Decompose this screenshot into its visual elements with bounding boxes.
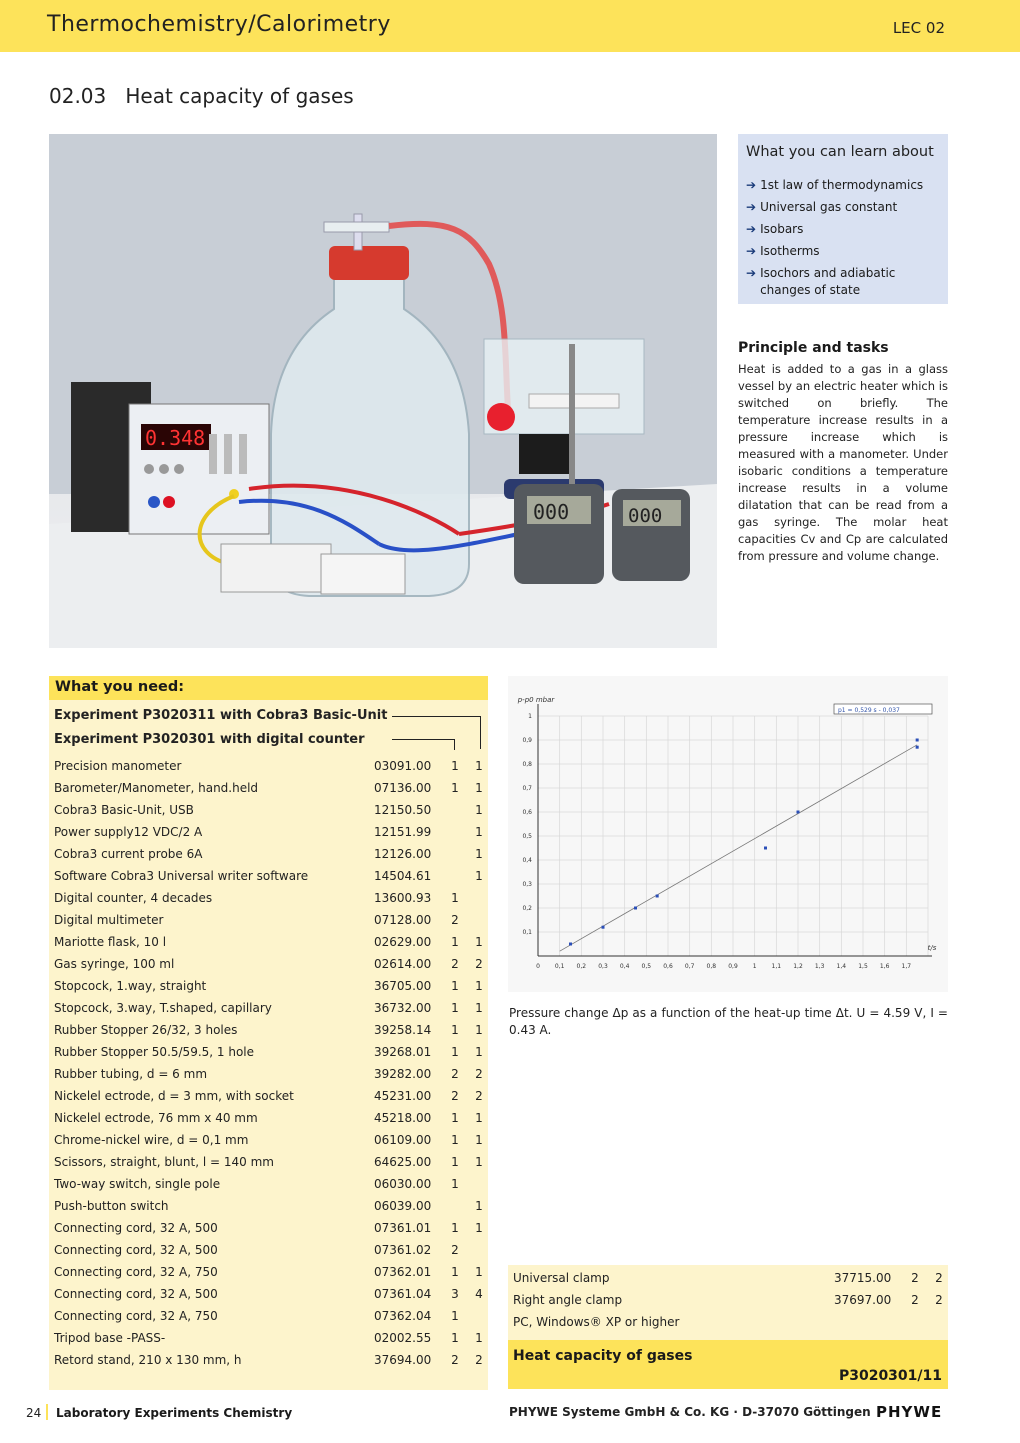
item-qty-1: 1 bbox=[451, 1309, 459, 1323]
data-point bbox=[656, 895, 659, 898]
legend-label: p1 = 0,529 s - 0,037 bbox=[838, 707, 900, 714]
y-tick-label: 1 bbox=[528, 713, 532, 720]
learn-title: What you can learn about bbox=[746, 144, 934, 160]
data-point bbox=[916, 739, 919, 742]
table-row bbox=[54, 1218, 484, 1240]
table-row bbox=[54, 800, 484, 822]
learn-item-label: Isobars bbox=[760, 222, 804, 236]
page-number: 24 bbox=[26, 1406, 42, 1420]
item-qty-1: 2 bbox=[911, 1293, 919, 1307]
data-point bbox=[764, 847, 767, 850]
y-tick-label: 0,3 bbox=[522, 881, 532, 888]
chart-background bbox=[508, 676, 948, 992]
item-code: 02002.55 bbox=[374, 1331, 432, 1345]
table-row bbox=[54, 1196, 484, 1218]
table-row bbox=[54, 1328, 484, 1350]
item-qty-1: 1 bbox=[451, 891, 459, 905]
item-name: Nickelel ectrode, 76 mm x 40 mm bbox=[54, 1111, 258, 1125]
x-tick-label: 1 bbox=[752, 963, 757, 970]
table-row bbox=[54, 866, 484, 888]
item-code: 02614.00 bbox=[374, 957, 432, 971]
table-row bbox=[54, 1042, 484, 1064]
item-qty-2: 1 bbox=[475, 803, 483, 817]
item-name: Tripod base -PASS- bbox=[54, 1331, 166, 1345]
item-qty-2: 1 bbox=[475, 1221, 483, 1235]
item-qty-1: 1 bbox=[451, 1111, 459, 1125]
item-name: Rubber Stopper 26/32, 3 holes bbox=[54, 1023, 238, 1037]
learn-item bbox=[746, 265, 946, 299]
learn-item bbox=[746, 174, 946, 196]
table-row bbox=[513, 1312, 945, 1334]
table-row bbox=[54, 1174, 484, 1196]
learn-item bbox=[746, 196, 946, 218]
item-name: Power supply12 VDC/2 A bbox=[54, 825, 203, 839]
item-name: Barometer/Manometer, hand.held bbox=[54, 781, 259, 795]
learn-list bbox=[746, 174, 946, 299]
table-row bbox=[54, 1130, 484, 1152]
item-code: 37694.00 bbox=[374, 1353, 432, 1367]
item-name: Nickelel ectrode, d = 3 mm, with socket bbox=[54, 1089, 294, 1103]
item-qty-2: 2 bbox=[935, 1271, 943, 1285]
item-name: Connecting cord, 32 A, 500 bbox=[54, 1243, 218, 1257]
item-name: Scissors, straight, blunt, l = 140 mm bbox=[54, 1155, 274, 1169]
x-tick-label: 0,6 bbox=[663, 963, 673, 970]
item-qty-2: 4 bbox=[475, 1287, 483, 1301]
arrow-right-icon: ➔ bbox=[746, 200, 757, 214]
item-code: 07362.01 bbox=[374, 1265, 432, 1279]
item-qty-2: 1 bbox=[475, 825, 483, 839]
data-point bbox=[797, 811, 800, 814]
item-qty-2: 1 bbox=[475, 869, 483, 883]
table-row bbox=[54, 1108, 484, 1130]
x-tick-label: 0,4 bbox=[619, 963, 630, 970]
y-tick-label: 0,1 bbox=[522, 929, 532, 936]
y-tick-label: 0,9 bbox=[522, 737, 532, 744]
item-qty-2: 1 bbox=[475, 1023, 483, 1037]
item-qty-1: 2 bbox=[451, 1067, 459, 1081]
principle-text: Heat is added to a gas in a glass vessel by an electric heater which is switched on briefly. The temperature increase results in a pressure increase which is measured with a manometer. Under isobaric conditions a temperature increase results in a volume dilatation that can be read from a gas syringe. The molar heat capacities Cv and Cp are calculated from pressure and volume change. bbox=[738, 362, 948, 563]
item-qty-1: 3 bbox=[451, 1287, 459, 1301]
experiment-2-label: Experiment P3020301 with digital counter bbox=[54, 732, 365, 747]
item-qty-2: 1 bbox=[475, 1111, 483, 1125]
x-tick-label: 1,2 bbox=[793, 963, 803, 970]
table-row bbox=[54, 976, 484, 998]
apparatus-photo bbox=[49, 134, 717, 648]
item-code: 07128.00 bbox=[374, 913, 432, 927]
table-row bbox=[54, 1020, 484, 1042]
item-name: Stopcock, 3.way, T.shaped, capillary bbox=[54, 1001, 272, 1015]
item-qty-2: 1 bbox=[475, 1331, 483, 1345]
item-name: Right angle clamp bbox=[513, 1293, 623, 1307]
header-title: Thermochemistry/Calorimetry bbox=[47, 12, 391, 37]
item-qty-1: 1 bbox=[451, 759, 459, 773]
item-qty-1: 1 bbox=[451, 1265, 459, 1279]
table-row bbox=[54, 1284, 484, 1306]
phywe-logo: PHYWE bbox=[876, 1403, 943, 1421]
table-row bbox=[54, 778, 484, 800]
y-tick-label: 0,2 bbox=[522, 905, 532, 912]
item-code: 37715.00 bbox=[834, 1271, 892, 1285]
apparatus-illustration bbox=[49, 134, 717, 648]
extra-equipment bbox=[508, 1265, 948, 1389]
item-code: 07361.01 bbox=[374, 1221, 432, 1235]
item-code: 06039.00 bbox=[374, 1199, 432, 1213]
item-code: 14504.61 bbox=[374, 869, 432, 883]
experiment-2-bracket bbox=[392, 739, 455, 750]
item-name: Connecting cord, 32 A, 750 bbox=[54, 1265, 218, 1279]
item-qty-2: 1 bbox=[475, 847, 483, 861]
table-row bbox=[54, 910, 484, 932]
item-code: 03091.00 bbox=[374, 759, 432, 773]
table-row bbox=[54, 1350, 484, 1372]
item-name: Software Cobra3 Universal writer software bbox=[54, 869, 309, 883]
item-name: Chrome-nickel wire, d = 0,1 mm bbox=[54, 1133, 249, 1147]
item-code: 07136.00 bbox=[374, 781, 432, 795]
x-tick-label: 0,8 bbox=[706, 963, 717, 970]
principle-title: Principle and tasks bbox=[738, 340, 889, 356]
item-name: Digital multimeter bbox=[54, 913, 164, 927]
item-qty-2: 1 bbox=[475, 979, 483, 993]
counter-display-text: 0.348 bbox=[145, 426, 206, 450]
x-tick-label: 0,2 bbox=[576, 963, 587, 970]
table-row bbox=[54, 998, 484, 1020]
table-row bbox=[54, 1152, 484, 1174]
item-qty-1: 2 bbox=[451, 1089, 459, 1103]
pressure-chart bbox=[508, 676, 948, 992]
item-qty-2: 1 bbox=[475, 781, 483, 795]
item-qty-2: 2 bbox=[475, 1089, 483, 1103]
item-qty-1: 2 bbox=[451, 1353, 459, 1367]
data-point bbox=[569, 943, 572, 946]
experiment-title: Heat capacity of gases bbox=[513, 1348, 693, 1364]
table-row bbox=[54, 844, 484, 866]
item-code: 39258.14 bbox=[374, 1023, 432, 1037]
section-title bbox=[49, 84, 354, 108]
x-axis-label: t/s bbox=[927, 944, 937, 952]
data-point bbox=[634, 907, 637, 910]
table-row bbox=[54, 1262, 484, 1284]
table-row bbox=[513, 1290, 945, 1312]
table-row bbox=[54, 1064, 484, 1086]
x-tick-label: 0,7 bbox=[684, 963, 695, 970]
item-code: 12150.50 bbox=[374, 803, 432, 817]
learn-item-label: 1st law of thermodynamics bbox=[760, 178, 924, 192]
item-qty-2: 1 bbox=[475, 935, 483, 949]
table-row bbox=[54, 1086, 484, 1108]
x-tick-label: 0,3 bbox=[598, 963, 608, 970]
section-name: Heat capacity of gases bbox=[125, 84, 354, 108]
table-row bbox=[54, 954, 484, 976]
equipment-list-title: What you need: bbox=[55, 679, 185, 695]
table-row bbox=[54, 1240, 484, 1262]
item-name: Stopcock, 1.way, straight bbox=[54, 979, 207, 993]
footer-right-text: PHYWE Systeme GmbH & Co. KG · D-37070 Göttingen bbox=[509, 1405, 871, 1419]
table-row bbox=[54, 932, 484, 954]
item-qty-1: 1 bbox=[451, 1001, 459, 1015]
y-tick-label: 0,4 bbox=[522, 857, 532, 864]
table-row bbox=[513, 1268, 945, 1290]
footer-separator bbox=[46, 1404, 48, 1420]
y-axis-label: p-p0 mbar bbox=[517, 696, 555, 704]
item-code: 39268.01 bbox=[374, 1045, 432, 1059]
y-tick-label: 0,6 bbox=[522, 809, 532, 816]
item-qty-2: 2 bbox=[935, 1293, 943, 1307]
item-name: Connecting cord, 32 A, 500 bbox=[54, 1287, 218, 1301]
table-row bbox=[54, 888, 484, 910]
chart-caption: Pressure change Δp as a function of the heat-up time Δt. U = 4.59 V, I = 0.43 A. bbox=[509, 1006, 948, 1037]
learn-box bbox=[738, 134, 948, 304]
item-name: Retord stand, 210 x 130 mm, h bbox=[54, 1353, 242, 1367]
item-name: Connecting cord, 32 A, 500 bbox=[54, 1221, 218, 1235]
item-qty-2: 1 bbox=[475, 1001, 483, 1015]
footer-left-text: Laboratory Experiments Chemistry bbox=[56, 1406, 293, 1420]
item-code: 37697.00 bbox=[834, 1293, 892, 1307]
item-code: 45218.00 bbox=[374, 1111, 432, 1125]
item-name: Cobra3 Basic-Unit, USB bbox=[54, 803, 194, 817]
item-qty-2: 1 bbox=[475, 1045, 483, 1059]
item-name: Rubber Stopper 50.5/59.5, 1 hole bbox=[54, 1045, 255, 1059]
item-name: Two-way switch, single pole bbox=[54, 1177, 221, 1191]
data-point bbox=[916, 746, 919, 749]
item-code: 02629.00 bbox=[374, 935, 432, 949]
item-qty-1: 1 bbox=[451, 1221, 459, 1235]
y-tick-label: 0,5 bbox=[522, 833, 532, 840]
item-name: Gas syringe, 100 ml bbox=[54, 957, 175, 971]
item-code: 39282.00 bbox=[374, 1067, 432, 1081]
item-code: 36705.00 bbox=[374, 979, 432, 993]
arrow-right-icon: ➔ bbox=[746, 266, 757, 280]
item-qty-1: 1 bbox=[451, 1133, 459, 1147]
item-code: 07361.04 bbox=[374, 1287, 432, 1301]
item-qty-1: 1 bbox=[451, 781, 459, 795]
item-code: 45231.00 bbox=[374, 1089, 432, 1103]
arrow-right-icon: ➔ bbox=[746, 244, 757, 258]
x-tick-label: 0,1 bbox=[554, 963, 565, 970]
x-tick-label: 1,4 bbox=[836, 963, 847, 970]
item-qty-1: 2 bbox=[451, 1243, 459, 1257]
item-qty-2: 1 bbox=[475, 1155, 483, 1169]
x-tick-label: 0,5 bbox=[641, 963, 652, 970]
arrow-right-icon: ➔ bbox=[746, 178, 757, 192]
item-qty-2: 1 bbox=[475, 1265, 483, 1279]
item-name: Universal clamp bbox=[513, 1271, 610, 1285]
item-qty-1: 2 bbox=[451, 913, 459, 927]
experiment-footer bbox=[508, 1340, 948, 1389]
item-qty-2: 1 bbox=[475, 759, 483, 773]
experiment-1-label: Experiment P3020311 with Cobra3 Basic-Unit bbox=[54, 708, 388, 723]
item-name: Digital counter, 4 decades bbox=[54, 891, 213, 905]
table-row bbox=[54, 756, 484, 778]
item-qty-1: 1 bbox=[451, 1155, 459, 1169]
item-qty-1: 2 bbox=[451, 957, 459, 971]
item-qty-1: 1 bbox=[451, 1045, 459, 1059]
item-qty-2: 2 bbox=[475, 957, 483, 971]
data-point bbox=[602, 926, 605, 929]
experiment-number: P3020301/11 bbox=[838, 1368, 942, 1384]
table-row bbox=[54, 822, 484, 844]
item-code: 07362.04 bbox=[374, 1309, 432, 1323]
item-qty-2: 2 bbox=[475, 1353, 483, 1367]
item-name: Cobra3 current probe 6A bbox=[54, 847, 203, 861]
section-number: 02.03 bbox=[49, 84, 107, 108]
x-tick-label: 1,5 bbox=[858, 963, 868, 970]
item-qty-1: 1 bbox=[451, 1331, 459, 1345]
x-tick-label: 0,9 bbox=[728, 963, 738, 970]
item-code: 12126.00 bbox=[374, 847, 432, 861]
learn-item-label: Isochors and adiabatic changes of state bbox=[760, 266, 896, 297]
learn-item-label: Isotherms bbox=[760, 244, 820, 258]
equipment-list bbox=[49, 676, 488, 1390]
item-name: Rubber tubing, d = 6 mm bbox=[54, 1067, 208, 1081]
learn-item-label: Universal gas constant bbox=[760, 200, 898, 214]
item-code: 64625.00 bbox=[374, 1155, 432, 1169]
item-name: Mariotte flask, 10 l bbox=[54, 935, 167, 949]
item-code: 36732.00 bbox=[374, 1001, 432, 1015]
multimeter2-display-text: 000 bbox=[628, 505, 663, 527]
item-code: 07361.02 bbox=[374, 1243, 432, 1257]
x-tick-label: 1,1 bbox=[771, 963, 782, 970]
item-code: 13600.93 bbox=[374, 891, 432, 905]
y-tick-label: 0,8 bbox=[522, 761, 532, 768]
pressure-chart-svg bbox=[508, 676, 948, 992]
item-qty-1: 1 bbox=[451, 1177, 459, 1191]
x-tick-label: 0 bbox=[536, 963, 540, 970]
multimeter1-display-text: 000 bbox=[533, 500, 570, 524]
item-code: 06109.00 bbox=[374, 1133, 432, 1147]
learn-item bbox=[746, 240, 946, 262]
item-qty-1: 1 bbox=[451, 935, 459, 949]
item-qty-1: 1 bbox=[451, 1023, 459, 1037]
learn-item bbox=[746, 218, 946, 240]
item-qty-2: 1 bbox=[475, 1199, 483, 1213]
header-code: LEC 02 bbox=[892, 19, 945, 37]
y-tick-label: 0,7 bbox=[522, 785, 532, 792]
table-row bbox=[54, 1306, 484, 1328]
item-qty-2: 1 bbox=[475, 1133, 483, 1147]
item-name: PC, Windows® XP or higher bbox=[513, 1315, 680, 1329]
x-tick-label: 1,7 bbox=[901, 963, 912, 970]
item-name: Precision manometer bbox=[54, 759, 182, 773]
x-tick-label: 1,6 bbox=[879, 963, 890, 970]
item-name: Connecting cord, 32 A, 750 bbox=[54, 1309, 218, 1323]
item-name: Push-button switch bbox=[54, 1199, 169, 1213]
item-code: 06030.00 bbox=[374, 1177, 432, 1191]
item-code: 12151.99 bbox=[374, 825, 432, 839]
item-qty-1: 1 bbox=[451, 979, 459, 993]
item-qty-2: 2 bbox=[475, 1067, 483, 1081]
x-tick-label: 1,3 bbox=[814, 963, 825, 970]
item-qty-1: 2 bbox=[911, 1271, 919, 1285]
arrow-right-icon: ➔ bbox=[746, 222, 757, 236]
